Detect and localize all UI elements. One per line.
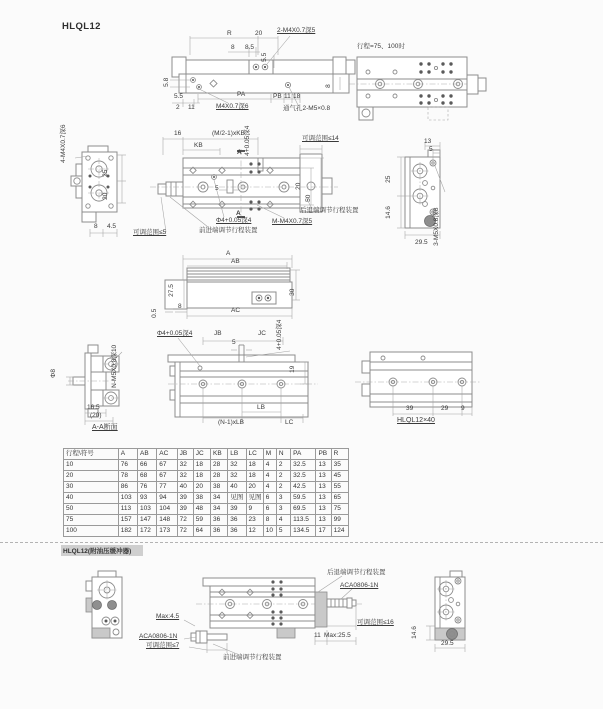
thread-callout-3m5: 3-M5X0.8深8 (433, 207, 441, 246)
table-cell: 20 (246, 482, 263, 493)
table-cell: 20 (193, 482, 210, 493)
slot-tolerance-bottom-label: 4+0.05深4 (276, 319, 284, 350)
dim-ac-label: AC (231, 307, 241, 314)
table-cell: 67 (157, 460, 177, 471)
column-header: JC (193, 449, 210, 460)
page-title: HLQL12 (62, 21, 101, 32)
adjust-range-14-label: 可调范围≤14 (302, 135, 339, 142)
table-row (64, 471, 349, 482)
dim-table-body (64, 460, 349, 537)
table-cell: 72 (177, 515, 193, 526)
table-cell: 36 (211, 526, 228, 537)
dim-mkb-label: (M/2-1)xKB (212, 130, 245, 137)
dim-2-label: 2 (176, 104, 180, 111)
dim-kb-label: KB (194, 142, 203, 149)
table-cell: 32 (177, 471, 193, 482)
dim-39-label: 39 (406, 405, 414, 412)
dim-13-label: 13 (424, 138, 432, 145)
column-header: N (276, 449, 290, 460)
table-cell: 2 (276, 471, 290, 482)
table-cell: 35 (331, 460, 348, 471)
table-row (64, 460, 349, 471)
buffer-section-title: HLQL12(附油压缓冲器) (63, 548, 132, 555)
dim-5-5-label: 5.5 (174, 93, 184, 100)
dim-5-5-vertical-label: 5.5 (261, 52, 269, 62)
dim-19-label: 19 (289, 365, 297, 373)
dim-8-vertical-label: 8 (325, 84, 333, 88)
dim-n1xlb-label: (N-1)xLB (218, 419, 245, 426)
dim-11-buffer-label: 11 (314, 632, 321, 639)
table-cell: 45 (331, 471, 348, 482)
table-cell: 59 (193, 515, 210, 526)
buffer-front-adjuster-label: 前进端调节行程装置 (223, 654, 282, 661)
table-cell: 42.5 (291, 482, 316, 493)
thread-callout-m-m4: M-M4X0.7深5 (272, 218, 313, 225)
dim-11-label: 11 (188, 104, 195, 111)
dim-5-side-label: 5 (429, 146, 433, 153)
table-cell: 32 (228, 460, 246, 471)
table-cell: 39 (177, 493, 193, 504)
buffer-model-right-label: ACA0806-1N (340, 582, 379, 589)
buffer-section-header (61, 545, 143, 556)
stroke-75-100-view-drawing (349, 57, 486, 120)
adjust-range-5-label: 可调范围≤5 (133, 229, 167, 236)
dim-29-5-label: 29.5 (415, 239, 428, 246)
table-cell: 40 (228, 482, 246, 493)
table-cell: 113.5 (291, 515, 316, 526)
column-header: LB (228, 449, 246, 460)
table-cell: 147 (138, 515, 157, 526)
table-row (64, 504, 349, 515)
bottom-view-drawing (168, 337, 318, 423)
dim-r-label: R (227, 30, 232, 37)
dim-11-right-label: 11 (284, 93, 291, 100)
table-cell: 10 (263, 526, 276, 537)
table-row (64, 482, 349, 493)
table-cell: 32.5 (291, 460, 316, 471)
table-cell: 50 (64, 504, 119, 515)
table-cell: 18 (246, 471, 263, 482)
table-cell: 18 (193, 460, 210, 471)
column-header: R (331, 449, 348, 460)
dim-8-5-label: 8.5 (245, 44, 255, 51)
table-cell: 13 (316, 515, 331, 526)
dim-30-label: 30 (289, 288, 297, 296)
table-cell: 13 (316, 493, 331, 504)
table-cell: 157 (118, 515, 137, 526)
dim-max-25-5-label: Max:25.5 (324, 632, 351, 639)
table-cell: 3 (276, 504, 290, 515)
column-header: JB (177, 449, 193, 460)
dim-20-paren-label: (20) (90, 412, 102, 419)
table-cell: 13 (316, 504, 331, 515)
front-stroke-adjuster-label: 前进端调节行程装置 (199, 227, 258, 234)
table-cell: 18 (246, 460, 263, 471)
table-cell: 103 (118, 493, 137, 504)
table-cell: 39 (228, 504, 246, 515)
table-cell: 5 (276, 526, 290, 537)
dim-lc-label: LC (285, 419, 294, 426)
table-cell: 40 (177, 482, 193, 493)
dim-phi8-label: Φ8 (50, 369, 58, 378)
table-cell: 134.5 (291, 526, 316, 537)
table-cell: 4 (263, 482, 276, 493)
table-cell: 104 (157, 504, 177, 515)
table-cell: 38 (193, 493, 210, 504)
dim-20-right-vertical-label: 20 (295, 182, 303, 190)
table-cell: 20 (64, 471, 119, 482)
table-cell: 75 (64, 515, 119, 526)
table-cell: 9 (246, 504, 263, 515)
table-cell: 6 (263, 493, 276, 504)
hlql12x40-caption: HLQL12×40 (397, 417, 435, 424)
dim-max-4-5-label: Max:4.5 (156, 613, 180, 620)
top-view-drawing (170, 36, 355, 107)
table-cell: 66 (138, 460, 157, 471)
dim-14-6-buffer-label: 14.6 (411, 626, 419, 639)
thread-callout-4m4: 4-M4X0.7深6 (60, 124, 68, 163)
table-cell: 40 (64, 493, 119, 504)
thread-callout-n-m5: N-M5X0.8深10 (111, 344, 119, 388)
table-cell: 36 (211, 515, 228, 526)
dim-16-label: 16 (174, 130, 182, 137)
dim-5-8-vertical-label: 5.8 (163, 77, 171, 87)
buffer-rear-adjuster-label: 后退端调节行程装置 (327, 569, 386, 576)
table-cell: 13 (316, 460, 331, 471)
table-cell: 103 (138, 504, 157, 515)
table-cell: 32 (228, 471, 246, 482)
table-cell: 4 (263, 460, 276, 471)
table-cell: 77 (157, 482, 177, 493)
dim-8-profile-label: 8 (178, 303, 182, 310)
thread-callout-2m4: 2-M4X0.7深5 (277, 27, 316, 34)
pin-hole-callout: Φ4+0.05深4 (216, 217, 252, 224)
table-cell: 76 (138, 482, 157, 493)
column-header: LC (246, 449, 263, 460)
dim-jb-label: JB (214, 330, 222, 337)
table-cell: 13 (316, 471, 331, 482)
section-marker-a-top: A (237, 149, 242, 156)
dim-16-5-label: 16.5 (87, 404, 100, 411)
table-cell: 10 (64, 460, 119, 471)
table-cell: 69.5 (291, 504, 316, 515)
dim-pb-label: PB (273, 93, 282, 100)
dim-27-5-label: 27.5 (168, 284, 176, 297)
rear-stroke-adjuster-label: 后退端调节行程装置 (300, 207, 359, 214)
vent-hole-callout: 通气孔2-M5×0.8 (283, 105, 331, 112)
table-cell: 148 (157, 515, 177, 526)
table-cell: 113 (118, 504, 137, 515)
thread-callout-m4: M4X0.7深6 (216, 103, 249, 110)
table-row (64, 515, 349, 526)
column-header: KB (211, 449, 228, 460)
table-cell: 59.5 (291, 493, 316, 504)
dim-25-label: 25 (102, 169, 110, 177)
table-cell: 34 (211, 493, 228, 504)
column-header: AC (157, 449, 177, 460)
slot-tolerance-vertical-label: 4+0.05深4 (244, 125, 252, 156)
dim-9-label: 9 (461, 405, 465, 412)
table-cell: 6 (263, 504, 276, 515)
table-cell: 94 (157, 493, 177, 504)
table-cell: 30 (64, 482, 119, 493)
dim-8-bottom-label: 8 (94, 223, 98, 230)
table-cell: 8 (263, 515, 276, 526)
dim-50-vertical-label: 50 (305, 194, 313, 202)
dim-20-vertical-label: 20 (102, 192, 110, 200)
dim-29-label: 29 (441, 405, 449, 412)
table-cell: 2 (276, 460, 290, 471)
table-cell: 23 (246, 515, 263, 526)
table-cell: 3 (276, 493, 290, 504)
dim-0-5-label: 0.5 (151, 308, 159, 318)
column-header: PB (316, 449, 331, 460)
table-cell: 17 (316, 526, 331, 537)
table-cell: 2 (276, 482, 290, 493)
pin-hole-callout-bottom: Φ4+0.05深4 (157, 330, 193, 337)
dim-18-label: 18 (293, 93, 301, 100)
left-end-view-drawing (71, 146, 126, 237)
table-cell: 12 (246, 526, 263, 537)
table-cell: 68 (138, 471, 157, 482)
table-cell: 93 (138, 493, 157, 504)
table-cell: 32 (177, 460, 193, 471)
dim-14-6-label: 14.6 (385, 206, 393, 219)
table-cell: 76 (118, 460, 137, 471)
dim-pa-label: PA (237, 91, 246, 98)
dim-5-slot-label: 5 (215, 185, 219, 192)
table-cell: 4 (263, 471, 276, 482)
column-header: PA (291, 449, 316, 460)
buffer-front-view-drawing (184, 576, 362, 654)
buffer-end-view-drawing (86, 571, 122, 638)
table-cell: 4 (276, 515, 290, 526)
table-cell: 48 (193, 504, 210, 515)
dim-20-label: 20 (255, 30, 263, 37)
table-cell: 173 (157, 526, 177, 537)
dim-table-head-row (64, 449, 349, 460)
section-aa-caption: A-A断面 (92, 424, 118, 431)
table-cell: 见图 (228, 493, 246, 504)
section-marker-a-bottom: A (236, 210, 241, 217)
table-cell: 72 (177, 526, 193, 537)
table-cell: 36 (228, 515, 246, 526)
column-header: AB (138, 449, 157, 460)
dim-jc-label: JC (258, 330, 266, 337)
table-cell: 65 (331, 493, 348, 504)
table-cell: 32.5 (291, 471, 316, 482)
dim-lb-label: LB (257, 404, 265, 411)
column-header: 行程\符号 (64, 449, 119, 460)
table-cell: 67 (157, 471, 177, 482)
dim-ab-label: AB (231, 258, 240, 265)
section-divider (0, 542, 603, 543)
table-cell: 28 (211, 471, 228, 482)
table-row (64, 526, 349, 537)
adjust-range-7-label: 可调范围≤7 (146, 642, 180, 649)
table-cell: 182 (118, 526, 137, 537)
table-cell: 78 (118, 471, 137, 482)
table-cell: 86 (118, 482, 137, 493)
table-cell: 100 (64, 526, 119, 537)
adjust-range-16-label: 可调范围≤16 (357, 619, 394, 626)
table-cell: 34 (211, 504, 228, 515)
table-cell: 64 (193, 526, 210, 537)
dim-5-bottom-label: 5 (232, 339, 236, 346)
dim-a-label: A (226, 250, 231, 257)
stroke-75-100-caption: 行程=75、100时 (357, 43, 405, 50)
dim-4-5-label: 4.5 (107, 223, 117, 230)
table-cell: 75 (331, 504, 348, 515)
table-cell: 13 (316, 482, 331, 493)
dim-8-label: 8 (231, 44, 235, 51)
table-cell: 172 (138, 526, 157, 537)
dim-29-5-buffer-label: 29.5 (441, 640, 454, 647)
table-row (64, 493, 349, 504)
table-cell: 见图 (246, 493, 263, 504)
table-cell: 38 (211, 482, 228, 493)
table-cell: 36 (228, 526, 246, 537)
table-cell: 18 (193, 471, 210, 482)
table-cell: 39 (177, 504, 193, 515)
table-cell: 28 (211, 460, 228, 471)
table-cell: 124 (331, 526, 348, 537)
column-header: M (263, 449, 276, 460)
column-header: A (118, 449, 137, 460)
table-cell: 99 (331, 515, 348, 526)
dim-25-side-label: 25 (385, 175, 393, 183)
dimension-table (63, 448, 349, 537)
table-cell: 55 (331, 482, 348, 493)
buffer-model-left-label: ACA0806-1N (139, 633, 178, 640)
